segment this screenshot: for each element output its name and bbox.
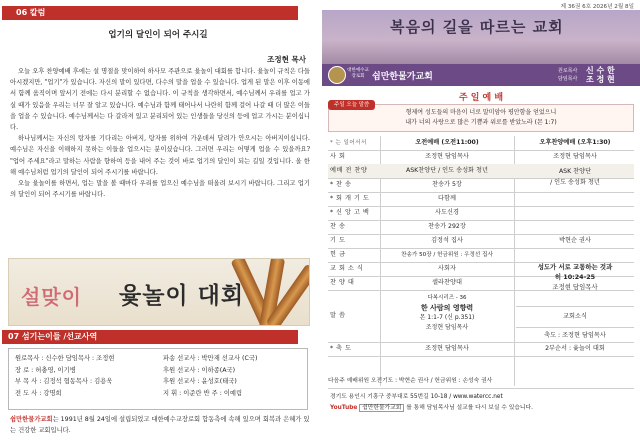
header-banner [322, 10, 640, 86]
verse-tag: 주일 오늘 말씀 [328, 100, 375, 110]
banner-text-yut: 윷놀이 대회 [119, 283, 245, 309]
church-name-bar [322, 64, 640, 86]
staff-line: 원로목사 : 신수한 담임목사 : 조정현 [15, 355, 115, 362]
table-row: 기 도 김정석 집사 박현순 권사 [328, 234, 634, 249]
staff-list [15, 353, 114, 399]
mission-box [8, 348, 308, 410]
left-page [0, 0, 316, 440]
table-row: * 신 앙 고 백 사도신경 [328, 206, 634, 221]
column-body [10, 66, 310, 200]
staff-line: 전 도 사 : 강명희 [15, 389, 62, 397]
missionary-line: 후원 선교사 : 이하종(A국) [163, 366, 236, 374]
missionary-line: 후원 선교사 : 윤성호(태국) [163, 378, 237, 386]
church-intro [10, 414, 310, 436]
column-title: 업기의 달인이 되어 주시길 [108, 30, 208, 40]
column-section-header: 06 칼럼 [2, 6, 298, 20]
next-week-row: 다음주 예배위원 오전기도 : 박현순 권사 / 헌금위원 : 손성숙 권사 [328, 374, 634, 389]
youtube-channel[interactable]: 쉼만한물가교회 [359, 404, 404, 412]
missionary-line: 지 휘 : 이준란 반 주 : 이예림 [163, 389, 243, 397]
yut-banner [8, 258, 310, 326]
worship-title: 주 일 예 배 [458, 93, 504, 103]
sermon-row: 말 씀 다복시리즈 - 36 한 사람의 영향력 몬 1:1-7 (신 p.351) 조정현 담임목사 교회소식 축도 : 조정현 담임목사 [328, 290, 634, 343]
banner-text-seol: 설맞이 [21, 285, 82, 309]
staff-line: 장 로 : 허충영, 이기병 [15, 366, 76, 374]
issue-info: 제 36권 6호 2026년 2월 8일 [560, 4, 634, 10]
denomination: 대한예수교장로회 [347, 68, 369, 79]
right-page [322, 0, 640, 440]
church-name: 쉼만한물가교회 [372, 72, 433, 82]
table-row: 찬 송 찬송가 292장 [328, 220, 634, 235]
table-header: * 는 일어서서 오전예배 (오전11:00) 오후찬양예배 (오후1:30) [328, 136, 634, 151]
table-row: 찬 양 대 셀라찬양대 [328, 276, 634, 291]
verse-line: 내가 너의 사랑으로 많은 기쁨과 위로를 받았노라 (몬 1:7) [405, 119, 557, 126]
church-slogan: 복음의 길을 따르는 교회 [390, 18, 564, 36]
pm-sermon: 성도가 서로 교통하는 것과 히 10:24-25 조정현 담임목사 [537, 263, 613, 291]
column-paragraph: 하나님께서는 자신의 탕자를 기다리는 아버지, 탕자를 위하여 가운데서 달려가 안으시는 아버지이십니다. 예수님은 자신을 이해하지 못하는 이들을 업으시는 분이셨습니다. 그러면 우리는 어떻게 업을 수 있을까요? "업어 주세요"라고 말하는 사람을 향하여 등을 내어 주는 것이 바로 업기의 달인이 되는 길일 것입니다. 올 한 해 예수님처럼 업기의 달인이 되어 주시기를 바랍니다. [10, 135, 310, 176]
table-row: 헌 금 찬송가 50장 / 헌금위원 : 우정선 집사 [328, 248, 634, 263]
column-paragraph: 오늘 오후 찬양예배 후에는 설 명절을 맞이하여 하사모 주관으로 윷놀이 대회를 합니다. 윷놀이 규칙은 다들 아시겠지만, "업기"가 있습니다. 자신의 말이 있다면, 다수의 말을 업을 수 있습니다. 업게 된 말은 이후 이동에서 함께 움직이며 앞서기 전에는 다시 분리할 수 없습니다. 이 규칙을 생각하면서, 예수님께서 우리를 업고 가실 때가 있음을 우리는 너무 잘 알고 있습니다. 예수님과 함께 태어나서 나란히 함께 걸어 나갈 때 더 많은 이들을 업을 수 있습니다. 예수님께서는 다 갈라져 있고 분리되어 있는 인생들을 당신의 등에 업고 가시는 분이십니다. [10, 68, 310, 132]
verse-line: 형제여 성도들의 마음이 너로 말미암아 평안함을 얻었으니 [405, 109, 557, 116]
table-row: 예배 전 찬양 ASK찬양단 / 인도 송성화 청년 [328, 164, 634, 179]
church-logo-icon [328, 66, 346, 84]
pastor-roles: 원로목사 담임목사 [558, 68, 578, 82]
youtube-line [330, 403, 636, 414]
sermon-block: 다복시리즈 - 36 한 사람의 영향력 몬 1:1-7 (신 p.351) 조정현 담임목사 [419, 295, 475, 331]
staff-line: 부 목 사 : 김정석 협동목사 : 김용욱 [15, 378, 113, 386]
youtube-icon: YouTube [330, 405, 358, 411]
blessing-row: * 축 도 조정현 담임목사 2부순서 : 윷놀이 대회 [328, 342, 634, 357]
pm-praise: ASK 찬양단 / 인도 송성화 청년 [550, 168, 600, 186]
missionary-list [163, 353, 257, 399]
table-row: * 회 개 기 도 다함께 [328, 192, 634, 207]
missionary-line: 파송 선교사 : 박만재 선교사 (C국) [163, 355, 258, 362]
table-row: 교 회 소 식 사회자 [328, 262, 634, 277]
church-address: 경기도 용인시 기흥구 중부대로 55번길 10-18 / www.watercc.net [330, 394, 503, 400]
church-address-block [330, 392, 636, 414]
youtube-text: 를 통해 담임목사님 설교를 다시 보실 수 있습니다. [406, 405, 533, 411]
column-paragraph: 오늘 윷놀이를 하면서, 업는 말을 볼 때마다 우리를 업으신 예수님을 떠올려 보시기 바랍니다. 그리고 업기의 달인이 되어 주시기를 바랍니다. [10, 180, 310, 199]
table-row: * 찬 송 찬송가 5장 [328, 178, 634, 193]
church-intro-name: 쉼만한물가교회 [10, 416, 53, 423]
pastor-names: 신 수 한 조 정 현 [586, 66, 615, 84]
church-intro-text: 는 1991년 8월 24일에 설립되었고 대한예수교장로회 합동측에 속해 있으며 회복과 은혜가 있는 건강한 교회입니다. [10, 416, 310, 434]
column-author: 조정현 목사 [267, 55, 306, 64]
table-row: 사 회 조정현 담임목사 조정현 담임목사 [328, 150, 634, 165]
mission-section-header: 07 섬기는이들 /선교사역 [2, 330, 298, 344]
